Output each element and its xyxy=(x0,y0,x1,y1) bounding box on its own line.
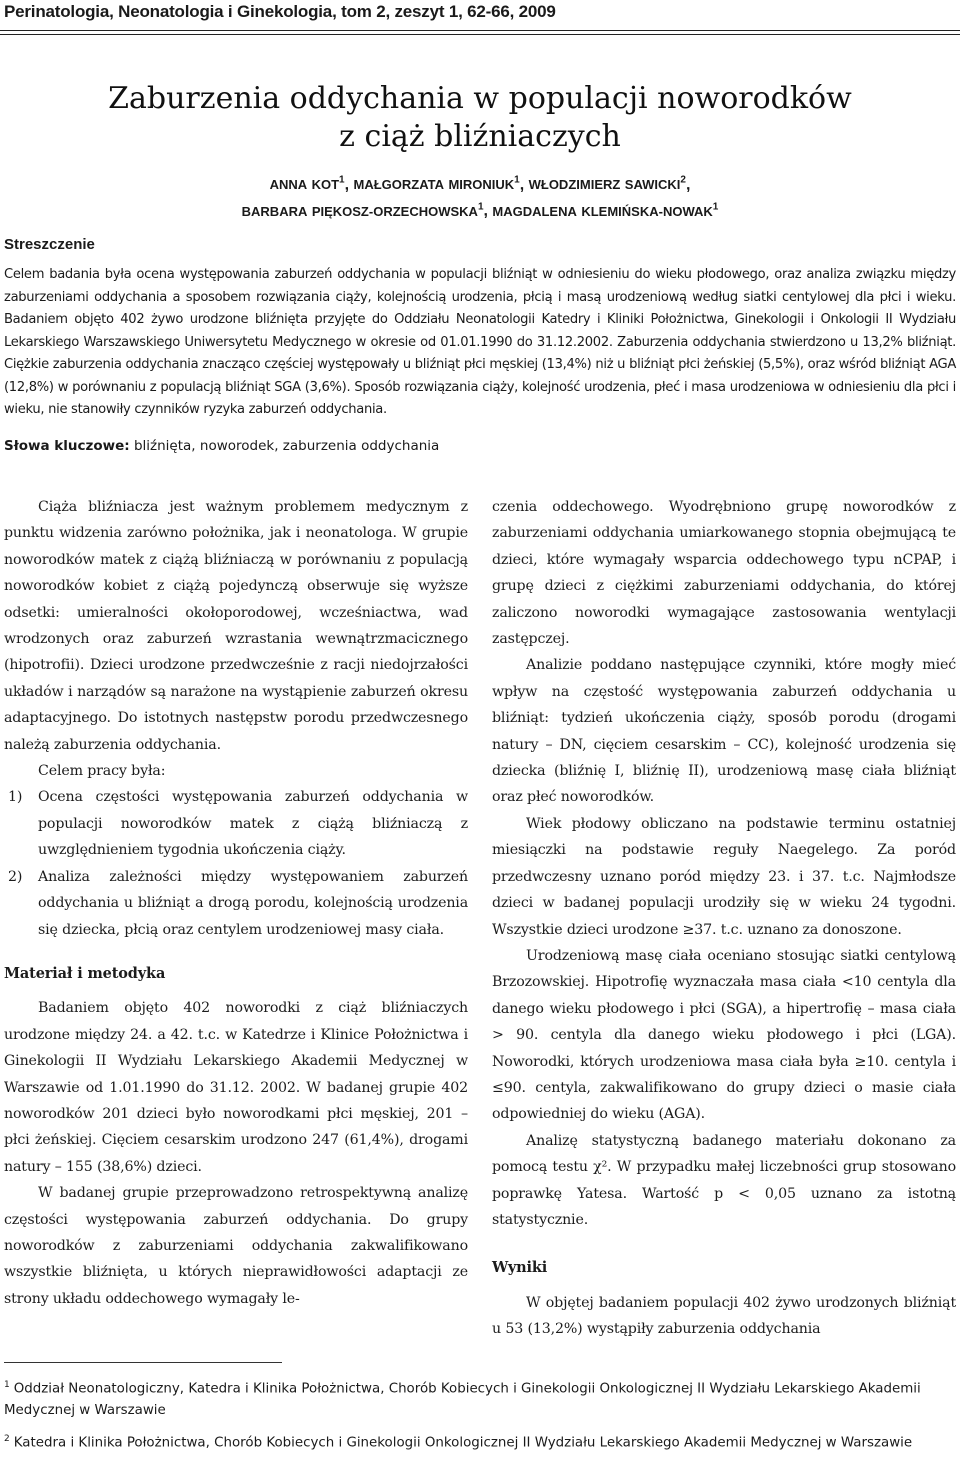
author: MAŁGORZATA MIRONIUK$^1$ xyxy=(353,175,520,193)
keywords xyxy=(4,438,956,454)
author-line-2: BARBARA PIĘKOSZ-ORZECHOWSKA$^1$, MAGDALENA KLEMIŃSKA-NOWAK$^1$ xyxy=(241,201,719,220)
abstract-text: Celem badania była ocena występowania zaburzeń oddychania w populacji bliźniąt w odniesieniu do wieku płodowego, oraz analiza związku między zaburzeniami oddychania a sposobem rozwiązania ciąży, kolejnością urodzenia, płcią i masą urodzeniową według siatki centylowej dla płci i wieku. Badaniem objęto 402 żywo urodzone bliźnięta przyjęte do Oddziału Neonatologii Katedry i Kliniki Położnictwa, Ginekologii i Onkologii II Wydziału Lekarskiego Warszawskiego Uniwersytetu Medycznego w okresie od 01.01.1990 do 31.12.2002. Zaburzenia oddychania stwierdzono u 13,2% bliźniąt. Ciężkie zaburzenia oddychania znacząco częściej występowały u bliźniąt płci męskiej (13,4%) niż u bliźniąt płci żeńskiej (5,5%), oraz wśród bliźniąt AGA (12,8%) w porównaniu z populacją bliźniąt SGA (3,6%). Sposób rozwiązania ciąży, kolejność urodzenia, płeć i masa urodzeniowa w odniesieniu dla płci i wieku, nie stanowiły czynników ryzyka zaburzeń oddychania. xyxy=(4,267,956,417)
author-line-1: ANNA KOT$^1$, MAŁGORZATA MIRONIUK$^1$, WŁODZIMIERZ SAWICKI$^2$, xyxy=(269,175,691,194)
methods-paragraph-4: Analizie poddano następujące czynniki, które mogły mieć wpływ na częstość występowania zaburzeń oddychania u bliźniąt: tydzień ukończenia ciąży, sposób porodu (drogami natury – DN, cięciem cesarskim – CC), kolejność urodzenia się dziecka (bliźnię I, bliźnię II), urodzeniową masę ciała bliźniąt oraz płeć noworodków. xyxy=(492,657,956,806)
methods-paragraph-6: Urodzeniową masę ciała oceniano stosując siatki centylową Brzozowskiej. Hipotrofię wyznaczała masa ciała <10 centyla dla danego wieku płodowego i płci (SGA), a hipertrofię – masa ciała > 90. centyla dla danego wieku płodowego i płci (LGA). Noworodki, których urodzeniowa masa ciała była ≥10. centyla i ≤90. centyla, zakwalifikowano do grupy dzieci o masie ciała odpowiedniej do wieku (AGA). xyxy=(492,947,956,1123)
header-rule xyxy=(0,30,960,31)
footnote-rule xyxy=(4,1362,282,1363)
author: MAGDALENA KLEMIŃSKA-NOWAK$^1$ xyxy=(492,201,719,219)
methods-paragraph-7: Analizę statystyczną badanego materiału dokonano za pomocą testu χ². W przypadku małej liczebności grup stosowano poprawkę Yatesa. Wartość p < 0,05 uznano za istotną statystycznie. xyxy=(492,1132,956,1228)
title-line-2: z ciąż bliźniaczych xyxy=(339,119,621,154)
footnotes xyxy=(4,1374,956,1461)
right-column xyxy=(492,494,956,1343)
methods-paragraph-2: W badanej grupie przeprowadzono retrospektywną analizę częstości występowania zaburzeń oddychania. Do grupy noworodków z zaburzeniami oddychania zakwalifikowano wszystkie bliźnięta, u których nieprawidłowości adaptacji ze strony układu oddechowego wymagały le- xyxy=(4,1185,468,1307)
author: WŁODZIMIERZ SAWICKI$^2$ xyxy=(528,175,686,193)
aims-list xyxy=(4,784,468,942)
results-paragraph: W objętej badaniem populacji 402 żywo urodzonych bliźniąt u 53 (13,2%) wystąpiły zaburzenia oddychania xyxy=(492,1294,956,1338)
methods-paragraph-1: Badaniem objęto 402 noworodki z ciąż bliźniaczych urodzone między 24. a 42. t.c. w Katedrze i Klinice Położnictwa i Ginekologii II Wydziału Lekarskiego Akademii Medycznej w Warszawie od 1.01.1990 do 31.12. 2002. W badanej grupie 402 noworodków 201 dzieci było noworodkami płci męskiej, 201 – płci żeńskiej. Cięciem cesarskim urodzono 247 (61,4%), drogami natury – 155 (38,6%) dzieci. xyxy=(4,1000,468,1175)
methods-paragraph-5: Wiek płodowy obliczano na podstawie terminu ostatniej miesiączki na podstawie reguły Naegelego. Za poród przedwczesny uznano poród między 23. i 37. t.c. Najmłodsze dzieci w badanej populacji urodziły się w wieku 24 tygodni. Wszystkie dzieci urodzone ≥37. t.c. uznano za donoszone. xyxy=(492,815,956,938)
footnote: $^1$ Oddział Neonatologiczny, Katedra i Klinika Położnictwa, Chorób Kobiecych i Ginekologii Onkologicznej II Wydziału Lekarskiego Akademii Medycznej w Warszawie xyxy=(4,1380,921,1419)
journal-header: Perinatologia, Neonatologia i Ginekologia, tom 2, zeszyt 1, 62-66, 2009 xyxy=(4,2,556,21)
aim-item: 1) Ocena częstości występowania zaburzeń oddychania w populacji noworodków matek z ciążą bliźniaczą z uwzględnieniem tygodnia ukończenia ciąży. xyxy=(8,789,468,859)
intro-paragraph: Ciąża bliźniacza jest ważnym problemem medycznym z punktu widzenia zarówno położnika, jak i neonatologa. W grupie noworodków matek z ciążą bliźniaczą w porównaniu z populacją noworodków kobiet z ciążą pojedynczą obserwuje się wyższe odsetki: umieralności okołoporodowej, wcześniactwa, wad wrodzonych oraz zaburzeń wzrastania wewnątrzmacicznego (hipotrofii). Dzieci urodzone przedwcześnie z racji niedojrzałości układów i narządów są narażone na wystąpienie zaburzeń okresu adaptacyjnego. Do istotnych następstw porodu przedwczesnego należą zaburzenia oddychania. xyxy=(4,499,468,753)
author: ANNA KOT$^1$ xyxy=(269,175,345,193)
title-line-1: Zaburzenia oddychania w populacji noworodków xyxy=(108,81,852,116)
author-list xyxy=(0,170,960,223)
keywords-text: bliźnięta, noworodek, zaburzenia oddychania xyxy=(133,438,440,454)
abstract xyxy=(4,264,956,422)
aims-intro: Celem pracy była: xyxy=(38,763,166,780)
methods-heading: Materiał i metodyka xyxy=(4,964,166,982)
keywords-label: Słowa kluczowe: xyxy=(4,438,130,454)
aim-item: 2) Analiza zależności między występowaniem zaburzeń oddychania u bliźniąt a drogą porodu, kolejnością urodzenia się dziecka, płcią oraz centylem urodzeniowej masy ciała. xyxy=(8,868,468,938)
header-rule-2 xyxy=(0,34,960,35)
results-heading: Wyniki xyxy=(492,1259,548,1277)
left-column xyxy=(4,494,468,1312)
article-title xyxy=(0,80,960,156)
author: BARBARA PIĘKOSZ-ORZECHOWSKA$^1$ xyxy=(241,201,484,219)
footnote: $^2$ Katedra i Klinika Położnictwa, Chorób Kobiecych i Ginekologii Onkologicznej II Wydziału Lekarskiego Akademii Medycznej w Warszawie xyxy=(4,1434,913,1451)
abstract-heading: Streszczenie xyxy=(4,236,95,253)
methods-paragraph-3: czenia oddechowego. Wyodrębniono grupę noworodków z zaburzeniami oddychania umiarkowanego stopnia obejmującą te dzieci, które wymagały wsparcia oddechowego typu nCPAP, i grupę dzieci z ciężkimi zaburzeniami oddychania, do której zaliczono noworodki wymagające zastosowania wentylacji zastępczej. xyxy=(492,499,956,648)
